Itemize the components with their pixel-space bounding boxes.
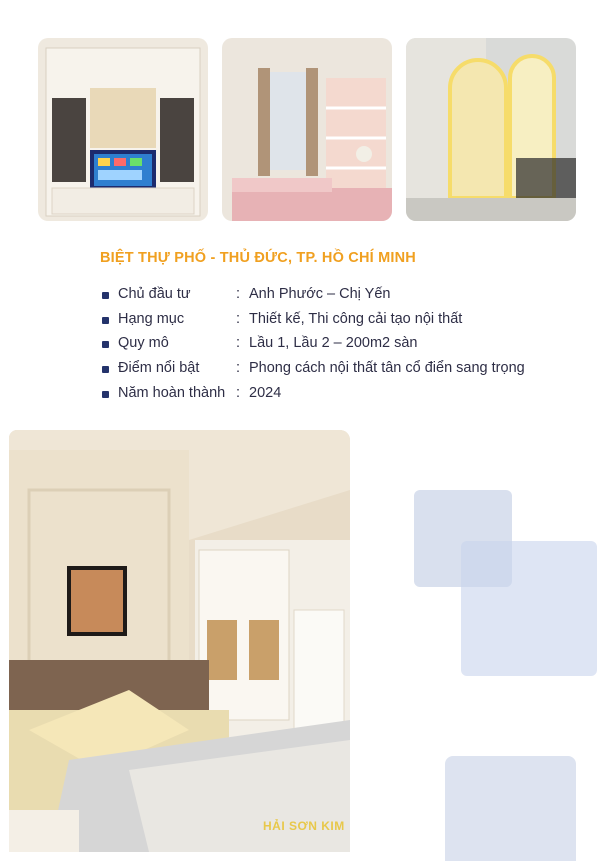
brand-logo: HẢI SƠN KIM	[263, 819, 345, 833]
detail-colon: :	[236, 360, 241, 377]
detail-label: Điểm nổi bật	[118, 360, 200, 377]
bullet-icon	[102, 292, 109, 299]
decorative-square	[461, 541, 597, 676]
detail-value: Lầu 1, Lầu 2 – 200m2 sàn	[249, 335, 418, 352]
project-title: BIỆT THỰ PHỐ - THỦ ĐỨC, TP. HỒ CHÍ MINH	[100, 250, 416, 266]
detail-value: Thiết kế, Thi công cải tạo nội thất	[249, 310, 463, 327]
detail-label: Chủ đầu tư	[118, 286, 191, 302]
detail-value: Phong cách nội thất tân cổ điển sang trọng	[249, 360, 525, 377]
detail-label: Hạng mục	[118, 310, 185, 327]
decorative-square	[445, 756, 576, 861]
detail-value: 2024	[249, 384, 282, 401]
detail-value: Anh Phước – Chị Yến	[249, 286, 391, 302]
bullet-icon	[102, 317, 109, 324]
detail-colon: :	[236, 384, 241, 401]
detail-label: Quy mô	[118, 335, 169, 352]
detail-label: Năm hoàn thành	[118, 384, 226, 401]
bullet-icon	[102, 341, 109, 348]
wardrobe-tv-photo	[38, 38, 208, 221]
arch-niche-photo	[406, 38, 576, 221]
master-bedroom-photo	[9, 430, 350, 852]
bullet-icon	[102, 366, 109, 373]
bullet-icon	[102, 391, 109, 398]
detail-colon: :	[236, 310, 241, 327]
detail-colon: :	[236, 286, 241, 302]
girl-bedroom-photo	[222, 38, 392, 221]
detail-colon: :	[236, 335, 241, 352]
